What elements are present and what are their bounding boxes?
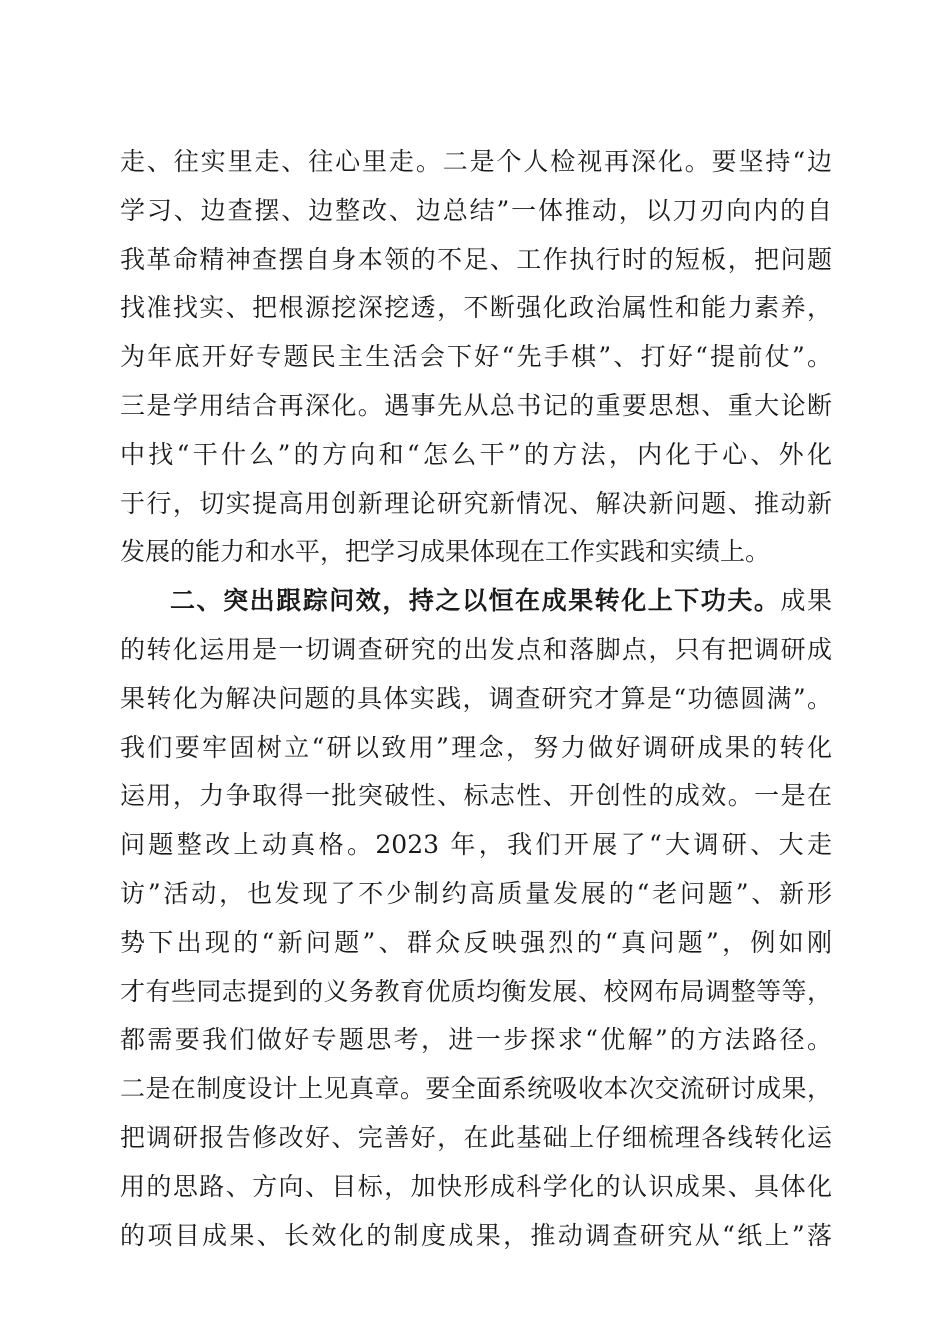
text-line: 我革命精神查摆自身本领的不足、工作执行时的短板，把问题: [120, 244, 832, 274]
text-line: 中找“干什么”的方向和“怎么干”的方法，内化于心、外化: [120, 439, 832, 469]
text-line: 问题整改上动真格。2023 年，我们开展了“大调研、大走: [120, 830, 832, 860]
text-line: 我们要牢固树立“研以致用”理念，努力做好调研成果的转化: [120, 732, 832, 762]
text-line: 学习、边查摆、边整改、边总结”一体推动，以刀刃向内的自: [120, 195, 832, 225]
text-line: 都需要我们做好专题思考，进一步探求“优解”的方法路径。: [120, 1025, 832, 1055]
text-line: 三是学用结合再深化。遇事先从总书记的重要思想、重大论断: [120, 390, 832, 420]
text-line: 为年底开好专题民主生活会下好“先手棋”、打好“提前仗”。: [120, 342, 832, 372]
text-line: 访”活动，也发现了不少制约高质量发展的“老问题”、新形: [120, 878, 832, 908]
body-text: [120, 138, 832, 1260]
text-line: 发展的能力和水平，把学习成果体现在工作实践和实绩上。: [120, 537, 771, 567]
text-line: 于行，切实提高用创新理论研究新情况、解决新问题、推动新: [120, 488, 832, 518]
text-line: 的转化运用是一切调查研究的出发点和落脚点，只有把调研成: [120, 634, 832, 664]
text-line: 势下出现的“新问题”、群众反映强烈的“真问题”，例如刚: [120, 927, 832, 957]
text-line: 走、往实里走、往心里走。二是个人检视再深化。要坚持“边: [120, 147, 832, 176]
text-line: 把调研报告修改好、完善好，在此基础上仔细梳理各线转化运: [120, 1122, 832, 1152]
section-heading-tail: 成果: [780, 586, 832, 616]
text-line: 二是在制度设计上见真章。要全面系统吸收本次交流研讨成果，: [120, 1074, 832, 1104]
text-line: 的项目成果、长效化的制度成果，推动调查研究从“纸上”落: [120, 1220, 832, 1250]
section-heading: 二、突出跟踪问效，持之以恒在成果转化上下功夫。: [170, 586, 781, 616]
text-line: 才有些同志提到的义务教育优质均衡发展、校网布局调整等等，: [120, 976, 832, 1006]
text-line: 果转化为解决问题的具体实践，调查研究才算是“功德圆满”。: [120, 683, 832, 713]
section-heading-line: [120, 577, 832, 626]
text-line: 运用，力争取得一批突破性、标志性、开创性的成效。一是在: [120, 781, 832, 811]
text-line: 用的思路、方向、目标，加快形成科学化的认识成果、具体化: [120, 1171, 832, 1201]
text-line: 找准找实、把根源挖深挖透，不断强化政治属性和能力素养，: [120, 293, 832, 323]
